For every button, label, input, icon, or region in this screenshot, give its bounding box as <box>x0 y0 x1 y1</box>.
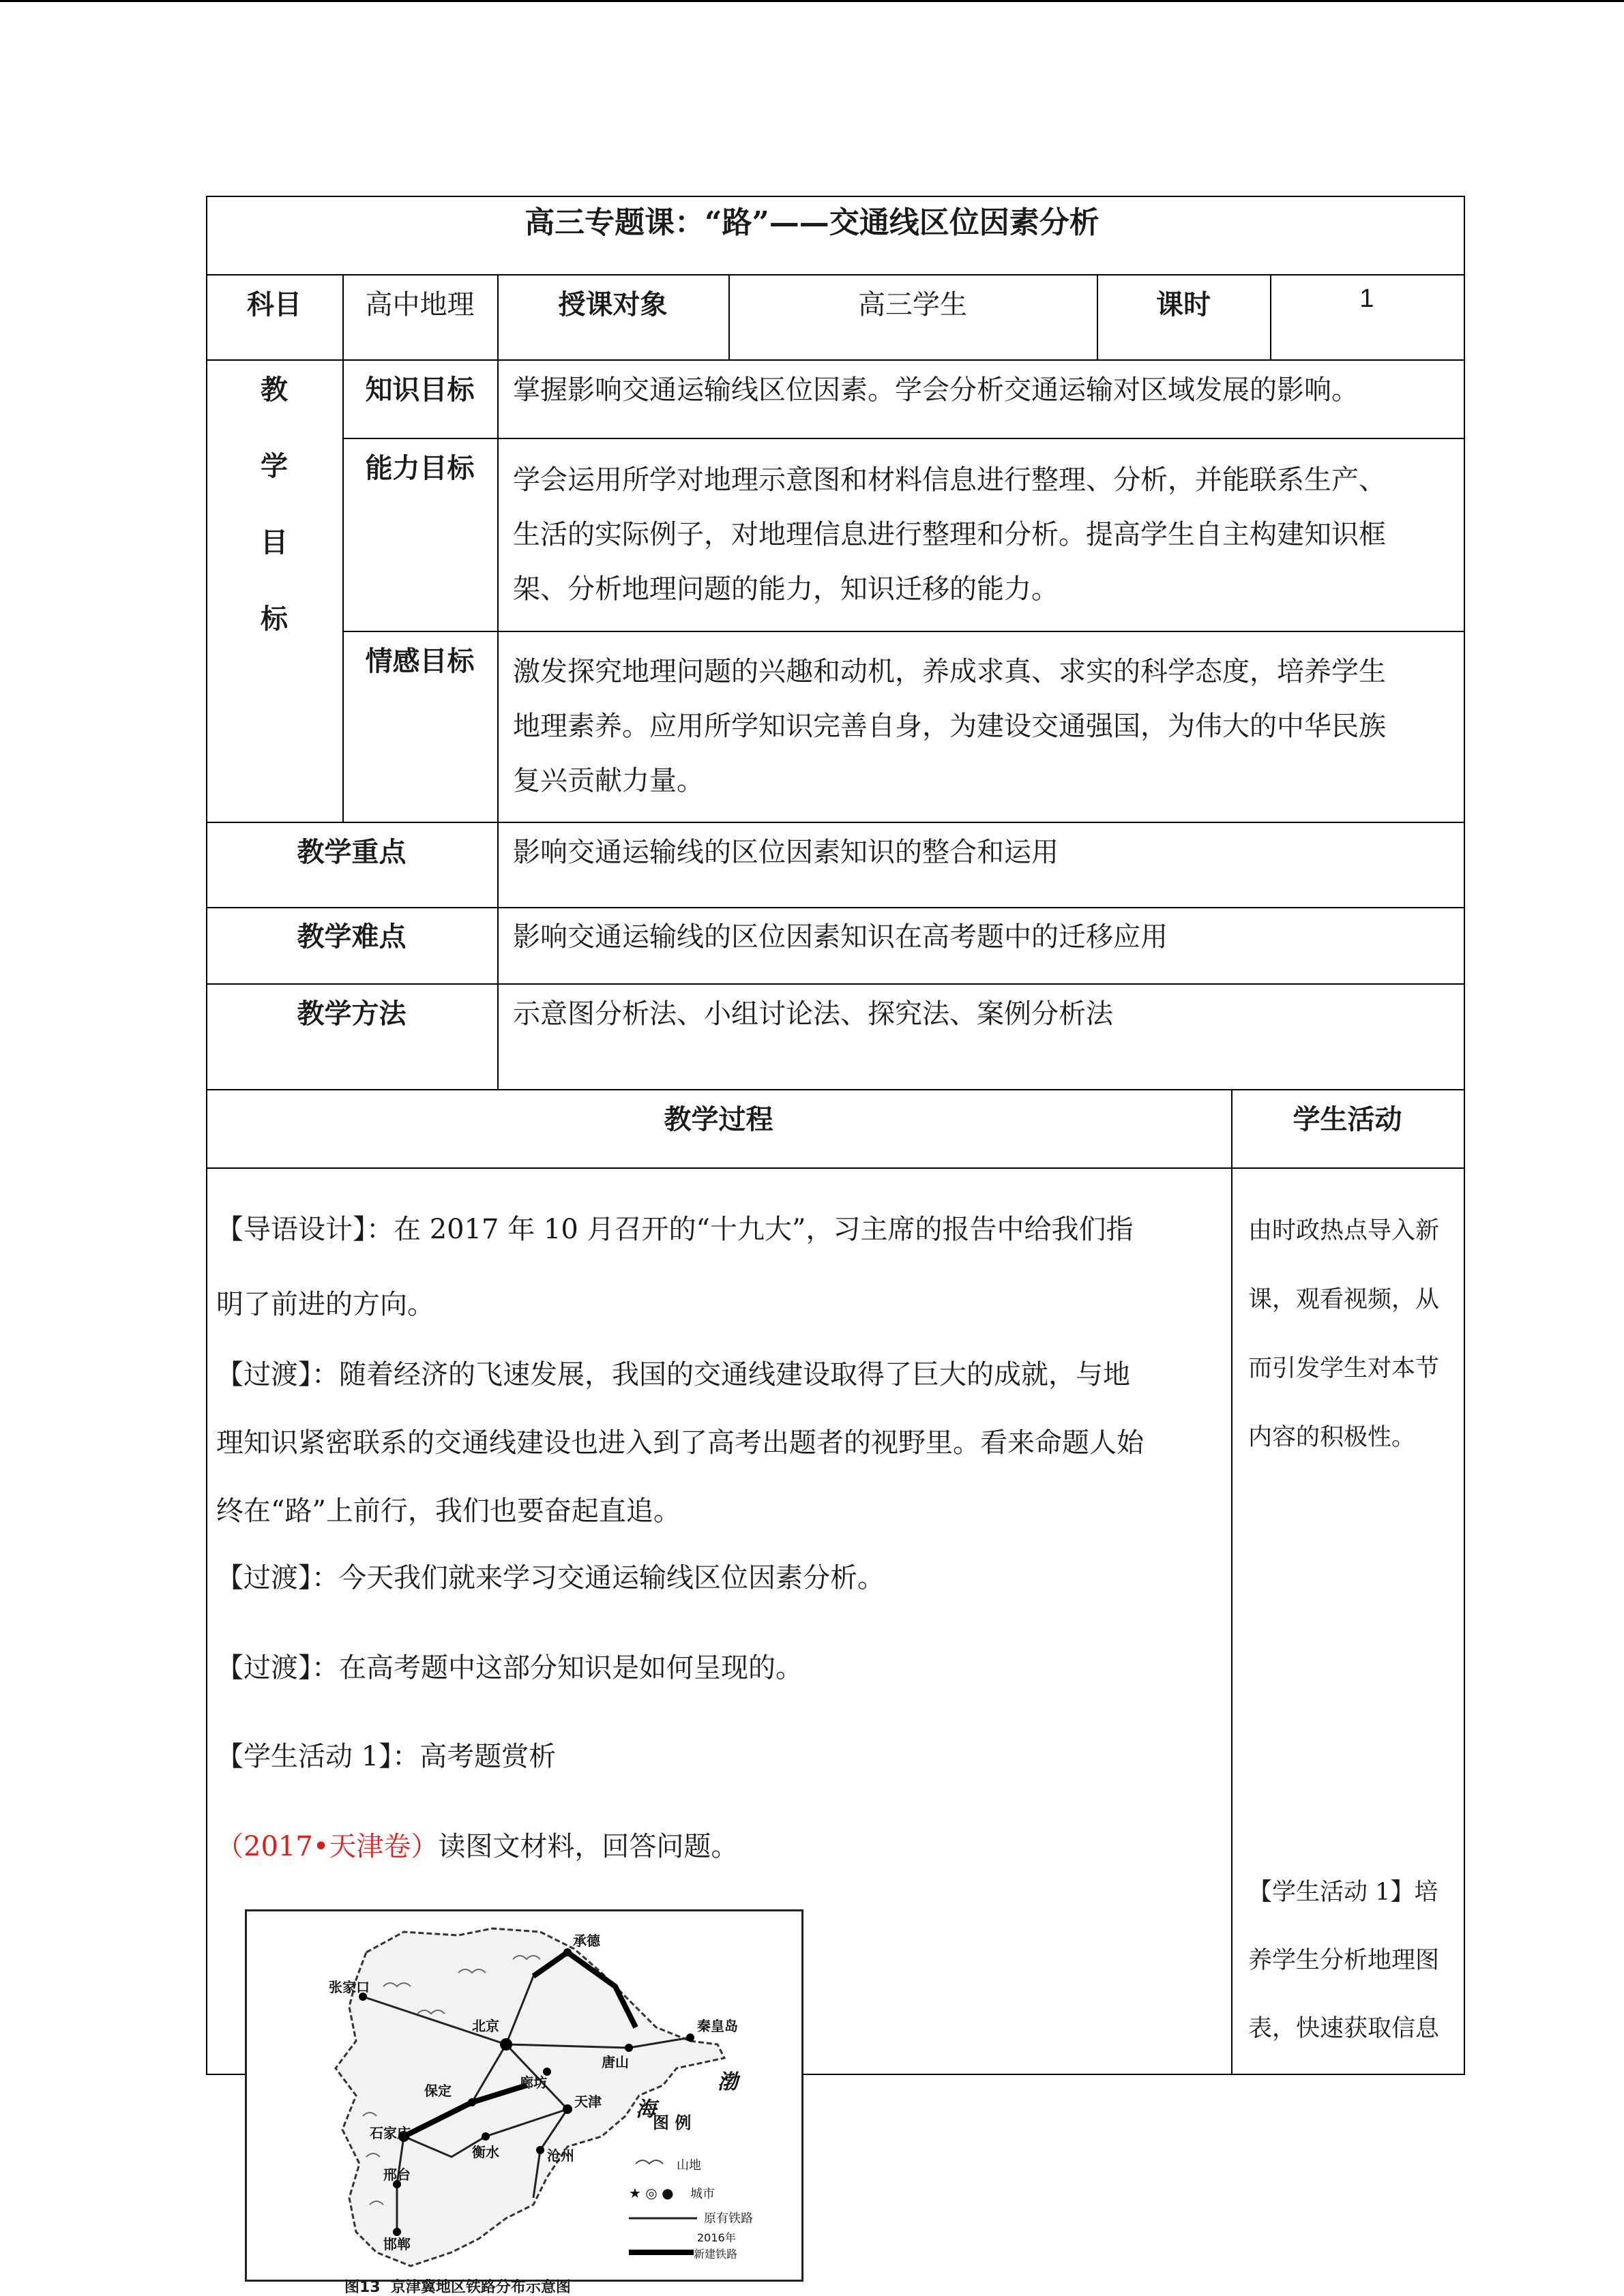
page-title: 高三专题课：“路”——交通线区位因素分析 <box>525 205 1099 240</box>
exam-source: （2017•天津卷） <box>216 1831 439 1862</box>
activity-1-note: 【学生活动 1】培 养学生分析地理图 表，快速获取信息 <box>1248 1879 1440 2042</box>
activity-intro-note: 由时政热点导入新 课，观看视频，从 而引发学生对本节 内容的积极性。 <box>1248 1217 1440 1451</box>
svg-text:城市: 城市 <box>690 2187 715 2201</box>
railway-map-figure <box>245 1909 803 2282</box>
page-top-border <box>0 0 1624 2</box>
periods-value: 1 <box>1359 284 1374 313</box>
knowledge-label: 知识目标 <box>365 374 475 406</box>
city-label: 秦皇岛 <box>697 2018 738 2034</box>
svg-text:海: 海 <box>636 2098 656 2121</box>
difficulty-label: 教学难点 <box>297 921 407 953</box>
city-label: 邢台 <box>383 2166 411 2183</box>
svg-text:渤: 渤 <box>718 2070 738 2094</box>
city-label: 衡水 <box>472 2144 499 2160</box>
map-caption: 图13 京津冀地区铁路分布示意图 <box>344 2279 571 2296</box>
city-label: 北京 <box>472 2018 499 2034</box>
knowledge-text: 掌握影响交通运输线区位因素。学会分析交通运输对区域发展的影响。 <box>513 374 1359 406</box>
periods-label: 课时 <box>1156 288 1211 320</box>
railway-map <box>247 1911 797 2276</box>
difficulty-text: 影响交通运输线的区位因素知识在高考题中的迁移应用 <box>513 921 1168 953</box>
key-point-label: 教学重点 <box>297 836 407 868</box>
method-label: 教学方法 <box>297 998 407 1030</box>
svg-text:图 例: 图 例 <box>653 2113 692 2132</box>
method-text: 示意图分析法、小组讨论法、探究法、案例分析法 <box>513 998 1113 1030</box>
subject-value: 高中地理 <box>365 289 475 320</box>
region-outline <box>336 1928 724 2266</box>
city-label: 张家口 <box>329 1979 370 1995</box>
city-label: 邯郸 <box>383 2236 411 2252</box>
svg-text:2016年: 2016年 <box>697 2231 736 2244</box>
key-point-text: 影响交通运输线的区位因素知识的整合和运用 <box>513 837 1059 868</box>
audience-label: 授课对象 <box>558 288 668 320</box>
city-label: 廊坊 <box>520 2074 547 2091</box>
svg-text:原有铁路: 原有铁路 <box>704 2211 753 2226</box>
transition-1: 【过渡】：随着经济的飞速发展，我国的交通线建设取得了巨大的成就，与地 理知识紧密联系的交通线建设也进入到了高考出题者的视野里。看来命题人始 终在“路”上前行，我们也要奋起直追。 <box>216 1359 1144 1527</box>
svg-text:★ ◎ ●: ★ ◎ ● <box>629 2185 674 2201</box>
exam-question-intro <box>216 1826 738 1867</box>
audience-value: 高三学生 <box>858 289 967 320</box>
map-legend <box>629 2113 753 2261</box>
intro-design: 【导语设计】：在 2017 年 10 月召开的“十九大”，习主席的报告中给我们指 明了前进的方向。 <box>216 1214 1134 1320</box>
transition-3: 【过渡】：在高考题中这部分知识是如何呈现的。 <box>216 1652 803 1684</box>
process-header: 教学过程 <box>664 1103 773 1135</box>
city-label: 唐山 <box>602 2054 629 2070</box>
ability-label: 能力目标 <box>365 452 475 484</box>
city-label: 沧州 <box>547 2147 574 2164</box>
city-label: 石家庄 <box>370 2125 411 2141</box>
exam-prompt: 读图文材料，回答问题。 <box>438 1831 739 1862</box>
activity-header: 学生活动 <box>1293 1103 1402 1135</box>
city-label: 天津 <box>574 2093 602 2110</box>
subject-label: 科目 <box>247 288 301 320</box>
city-label: 承德 <box>573 1933 600 1949</box>
ability-text: 学会运用所学对地理示意图和材料信息进行整理、分析，并能联系生产、 生活的实际例子，对地理信息进行整理和分析。提高学生自主构建知识框 架、分析地理问题的能力，知识迁移的能力。 <box>513 464 1386 605</box>
objectives-side-label: 教 学 目 标 <box>261 374 288 635</box>
emotion-text: 激发探究地理问题的兴趣和动机，养成求真、求实的科学态度，培养学生 地理素养。应用所学知识完善自身，为建设交通强国，为伟大的中华民族 复兴贡献力量。 <box>513 656 1386 796</box>
svg-text:山地: 山地 <box>677 2158 701 2173</box>
city-label: 保定 <box>424 2083 452 2099</box>
student-activity-1: 【学生活动 1】：高考题赏析 <box>216 1741 557 1772</box>
transition-2: 【过渡】：今天我们就来学习交通运输线区位因素分析。 <box>216 1562 885 1594</box>
svg-text:新建铁路: 新建铁路 <box>694 2248 738 2261</box>
emotion-label: 情感目标 <box>365 645 475 677</box>
